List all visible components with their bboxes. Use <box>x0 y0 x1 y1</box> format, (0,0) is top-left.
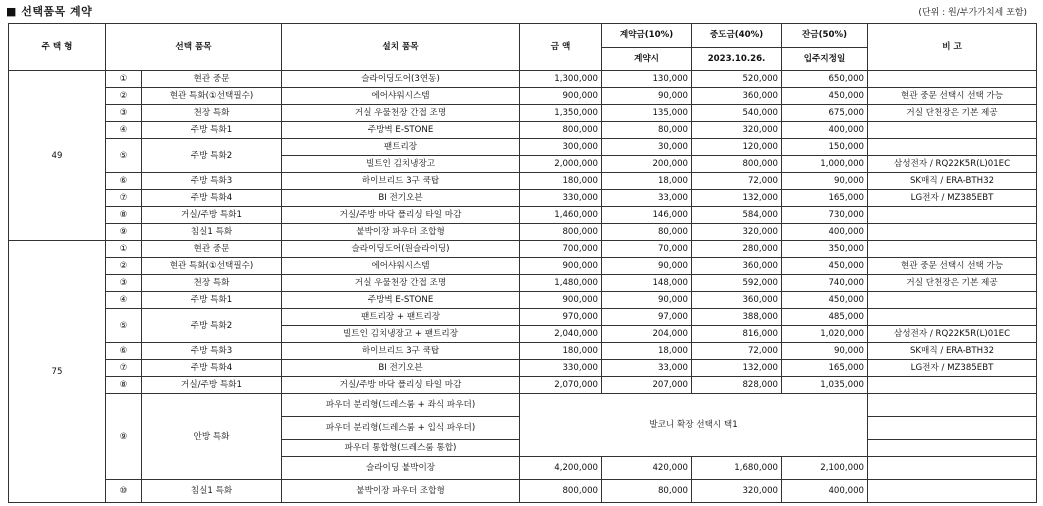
header-deposit: 계약금(10%) <box>602 24 692 48</box>
item-middle: 360,000 <box>692 258 782 275</box>
table-row <box>9 173 1037 190</box>
option-contract-table <box>8 23 1037 503</box>
item-deposit: 135,000 <box>602 105 692 122</box>
item-remark: 현관 중문 선택시 선택 가능 <box>868 88 1037 105</box>
item-deposit: 90,000 <box>602 292 692 309</box>
item-deposit: 148,000 <box>602 275 692 292</box>
item-balance: 450,000 <box>782 292 868 309</box>
item-option: 주방 특화3 <box>142 173 282 190</box>
item-deposit: 80,000 <box>602 480 692 503</box>
item-balance: 2,100,000 <box>782 457 868 480</box>
item-deposit: 97,000 <box>602 309 692 326</box>
item-no: ④ <box>106 292 142 309</box>
item-no: ⑨ <box>106 224 142 241</box>
item-balance: 730,000 <box>782 207 868 224</box>
item-middle: 520,000 <box>692 71 782 88</box>
item-option: 천장 특화 <box>142 105 282 122</box>
item-deposit: 30,000 <box>602 139 692 156</box>
item-install: 하이브리드 3구 쿡탑 <box>282 343 520 360</box>
item-amount: 2,040,000 <box>520 326 602 343</box>
item-balance: 400,000 <box>782 480 868 503</box>
item-option: 현관 중문 <box>142 71 282 88</box>
item-middle: 320,000 <box>692 224 782 241</box>
item-remark: LG전자 / MZ385EBT <box>868 190 1037 207</box>
item-middle: 388,000 <box>692 309 782 326</box>
item-middle: 828,000 <box>692 377 782 394</box>
table-row <box>9 88 1037 105</box>
item-remark: 삼성전자 / RQ22K5R(L)01EC <box>868 326 1037 343</box>
item-no: ⑥ <box>106 343 142 360</box>
table-row <box>9 275 1037 292</box>
item-amount: 300,000 <box>520 139 602 156</box>
item-remark <box>868 224 1037 241</box>
table-row <box>9 139 1037 156</box>
table-row <box>9 122 1037 139</box>
item-middle: 120,000 <box>692 139 782 156</box>
item-install: 슬라이딩도어(원슬라이딩) <box>282 241 520 258</box>
item-middle: 540,000 <box>692 105 782 122</box>
item-amount: 700,000 <box>520 241 602 258</box>
item-amount: 180,000 <box>520 343 602 360</box>
item-install: 슬라이딩도어(3연동) <box>282 71 520 88</box>
header-option: 선택 품목 <box>106 24 282 71</box>
table-row <box>9 71 1037 88</box>
item-install: 거실/주방 바닥 폴리싱 타일 마감 <box>282 377 520 394</box>
table-row <box>9 309 1037 326</box>
item-install: 에어샤워시스템 <box>282 258 520 275</box>
item-deposit: 33,000 <box>602 190 692 207</box>
item-option: 천장 특화 <box>142 275 282 292</box>
item-install: BI 전기오븐 <box>282 190 520 207</box>
item-deposit: 90,000 <box>602 88 692 105</box>
item-install: 거실 우물천장 간접 조명 <box>282 105 520 122</box>
item-option: 현관 특화(①선택필수) <box>142 258 282 275</box>
item-remark <box>868 122 1037 139</box>
item-middle: 816,000 <box>692 326 782 343</box>
item-balance: 90,000 <box>782 173 868 190</box>
item-no: ⑧ <box>106 377 142 394</box>
item-no: ⑦ <box>106 190 142 207</box>
item-option: 주방 특화4 <box>142 360 282 377</box>
item-balance: 400,000 <box>782 122 868 139</box>
table-row <box>9 241 1037 258</box>
item-balance: 450,000 <box>782 258 868 275</box>
item-no: ⑦ <box>106 360 142 377</box>
item-install: 주방벽 E-STONE <box>282 122 520 139</box>
item-no: ① <box>106 71 142 88</box>
item-balance: 165,000 <box>782 360 868 377</box>
item-install: 붙박이장 파우더 조합형 <box>282 224 520 241</box>
header-type: 주 택 형 <box>9 24 106 71</box>
item-remark: LG전자 / MZ385EBT <box>868 360 1037 377</box>
item-amount: 900,000 <box>520 292 602 309</box>
item-install: 거실/주방 바닥 폴리싱 타일 마감 <box>282 207 520 224</box>
item-no: ④ <box>106 122 142 139</box>
item-no: ⑤ <box>106 139 142 173</box>
item-amount: 800,000 <box>520 480 602 503</box>
item-amount: 1,300,000 <box>520 71 602 88</box>
item-no: ⑨ <box>106 394 142 480</box>
item-no: ③ <box>106 275 142 292</box>
item-amount: 2,000,000 <box>520 156 602 173</box>
item-install: BI 전기오븐 <box>282 360 520 377</box>
item-option: 주방 특화1 <box>142 292 282 309</box>
item-deposit: 207,000 <box>602 377 692 394</box>
table-row <box>9 258 1037 275</box>
item-remark: SK매직 / ERA-BTH32 <box>868 173 1037 190</box>
item-option: 주방 특화2 <box>142 139 282 173</box>
item-deposit: 80,000 <box>602 224 692 241</box>
table-row <box>9 105 1037 122</box>
unit-type-75: 75 <box>9 241 106 503</box>
item-option: 현관 중문 <box>142 241 282 258</box>
item-remark <box>868 207 1037 224</box>
item-no: ② <box>106 88 142 105</box>
item-balance: 1,000,000 <box>782 156 868 173</box>
item-remark <box>868 417 1037 440</box>
table-row <box>9 224 1037 241</box>
item-amount: 2,070,000 <box>520 377 602 394</box>
table-row <box>9 292 1037 309</box>
item-deposit: 130,000 <box>602 71 692 88</box>
section-title: ■ 선택품목 계약 <box>6 5 93 18</box>
item-balance: 485,000 <box>782 309 868 326</box>
item-install: 빌트인 김치냉장고 + 팬트리장 <box>282 326 520 343</box>
item-remark <box>868 309 1037 326</box>
item-deposit: 146,000 <box>602 207 692 224</box>
header-middle-when: 2023.10.26. <box>692 47 782 71</box>
item-balance: 1,020,000 <box>782 326 868 343</box>
item-amount: 330,000 <box>520 190 602 207</box>
table-row <box>9 394 1037 417</box>
item-option: 주방 특화2 <box>142 309 282 343</box>
item-amount: 180,000 <box>520 173 602 190</box>
header-middle: 중도금(40%) <box>692 24 782 48</box>
item-option: 주방 특화4 <box>142 190 282 207</box>
header-amount: 금 액 <box>520 24 602 71</box>
item-option: 현관 특화(①선택필수) <box>142 88 282 105</box>
table-row <box>9 343 1037 360</box>
item-option: 거실/주방 특화1 <box>142 377 282 394</box>
item-deposit: 200,000 <box>602 156 692 173</box>
item-remark <box>868 292 1037 309</box>
item-install: 주방벽 E-STONE <box>282 292 520 309</box>
item-remark: 거실 단천장은 기본 제공 <box>868 105 1037 122</box>
table-row <box>9 190 1037 207</box>
item-amount: 900,000 <box>520 258 602 275</box>
item-install: 붙박이장 파우더 조합형 <box>282 480 520 503</box>
item-middle: 1,680,000 <box>692 457 782 480</box>
header-install: 설치 품목 <box>282 24 520 71</box>
item-no: ① <box>106 241 142 258</box>
item-middle: 72,000 <box>692 173 782 190</box>
item-amount: 800,000 <box>520 224 602 241</box>
item-no: ⑩ <box>106 480 142 503</box>
item-deposit: 80,000 <box>602 122 692 139</box>
item-deposit: 18,000 <box>602 173 692 190</box>
item-install: 팬트리장 <box>282 139 520 156</box>
item-install: 하이브리드 3구 쿡탑 <box>282 173 520 190</box>
item-option: 침실1 특화 <box>142 480 282 503</box>
item-balance: 450,000 <box>782 88 868 105</box>
item-deposit: 33,000 <box>602 360 692 377</box>
item-balance: 90,000 <box>782 343 868 360</box>
header-remark: 비 고 <box>868 24 1037 71</box>
item-remark <box>868 71 1037 88</box>
item-middle: 592,000 <box>692 275 782 292</box>
item-option: 주방 특화1 <box>142 122 282 139</box>
item-remark <box>868 394 1037 417</box>
item-deposit: 420,000 <box>602 457 692 480</box>
item-deposit: 70,000 <box>602 241 692 258</box>
item-amount: 1,350,000 <box>520 105 602 122</box>
item-no: ⑥ <box>106 173 142 190</box>
item-install: 파우더 통합형(드레스룸 통합) <box>282 440 520 457</box>
merged-note: 발코니 확장 선택시 택1 <box>520 394 868 457</box>
item-middle: 72,000 <box>692 343 782 360</box>
item-no: ② <box>106 258 142 275</box>
item-middle: 360,000 <box>692 292 782 309</box>
item-amount: 4,200,000 <box>520 457 602 480</box>
item-no: ⑤ <box>106 309 142 343</box>
item-middle: 584,000 <box>692 207 782 224</box>
item-install: 파우더 분리형(드레스룸 + 입식 파우더) <box>282 417 520 440</box>
table-row <box>9 360 1037 377</box>
item-install: 팬트리장 + 팬트리장 <box>282 309 520 326</box>
item-balance: 740,000 <box>782 275 868 292</box>
item-balance: 165,000 <box>782 190 868 207</box>
item-remark <box>868 457 1037 480</box>
item-balance: 350,000 <box>782 241 868 258</box>
item-install: 빌트인 김치냉장고 <box>282 156 520 173</box>
item-option: 침실1 특화 <box>142 224 282 241</box>
item-install: 에어샤워시스템 <box>282 88 520 105</box>
item-no: ⑧ <box>106 207 142 224</box>
item-option: 거실/주방 특화1 <box>142 207 282 224</box>
item-middle: 800,000 <box>692 156 782 173</box>
item-amount: 1,460,000 <box>520 207 602 224</box>
item-option: 주방 특화3 <box>142 343 282 360</box>
item-remark <box>868 139 1037 156</box>
item-amount: 970,000 <box>520 309 602 326</box>
item-middle: 132,000 <box>692 360 782 377</box>
item-middle: 360,000 <box>692 88 782 105</box>
item-amount: 800,000 <box>520 122 602 139</box>
table-row <box>9 480 1037 503</box>
item-deposit: 204,000 <box>602 326 692 343</box>
item-remark <box>868 480 1037 503</box>
item-no: ③ <box>106 105 142 122</box>
header-deposit-when: 계약시 <box>602 47 692 71</box>
item-balance: 675,000 <box>782 105 868 122</box>
item-remark <box>868 241 1037 258</box>
header-balance: 잔금(50%) <box>782 24 868 48</box>
item-deposit: 90,000 <box>602 258 692 275</box>
item-amount: 900,000 <box>520 88 602 105</box>
unit-type-49: 49 <box>9 71 106 241</box>
item-balance: 650,000 <box>782 71 868 88</box>
item-remark: 현관 중문 선택시 선택 가능 <box>868 258 1037 275</box>
item-amount: 1,480,000 <box>520 275 602 292</box>
item-middle: 132,000 <box>692 190 782 207</box>
item-remark: SK매직 / ERA-BTH32 <box>868 343 1037 360</box>
item-remark: 거실 단천장은 기본 제공 <box>868 275 1037 292</box>
item-middle: 320,000 <box>692 122 782 139</box>
header-balance-when: 입주지정일 <box>782 47 868 71</box>
item-remark <box>868 440 1037 457</box>
table-row <box>9 207 1037 224</box>
item-balance: 150,000 <box>782 139 868 156</box>
item-install: 거실 우물천장 간접 조명 <box>282 275 520 292</box>
item-remark: 삼성전자 / RQ22K5R(L)01EC <box>868 156 1037 173</box>
item-remark <box>868 377 1037 394</box>
table-row <box>9 377 1037 394</box>
item-amount: 330,000 <box>520 360 602 377</box>
item-install: 파우더 분리형(드레스룸 + 좌식 파우더) <box>282 394 520 417</box>
item-install: 슬라이딩 붙박이장 <box>282 457 520 480</box>
item-middle: 320,000 <box>692 480 782 503</box>
item-deposit: 18,000 <box>602 343 692 360</box>
item-balance: 400,000 <box>782 224 868 241</box>
item-balance: 1,035,000 <box>782 377 868 394</box>
item-option: 안방 특화 <box>142 394 282 480</box>
unit-note: (단위 : 원/부가가치세 포함) <box>918 8 1027 18</box>
item-middle: 280,000 <box>692 241 782 258</box>
